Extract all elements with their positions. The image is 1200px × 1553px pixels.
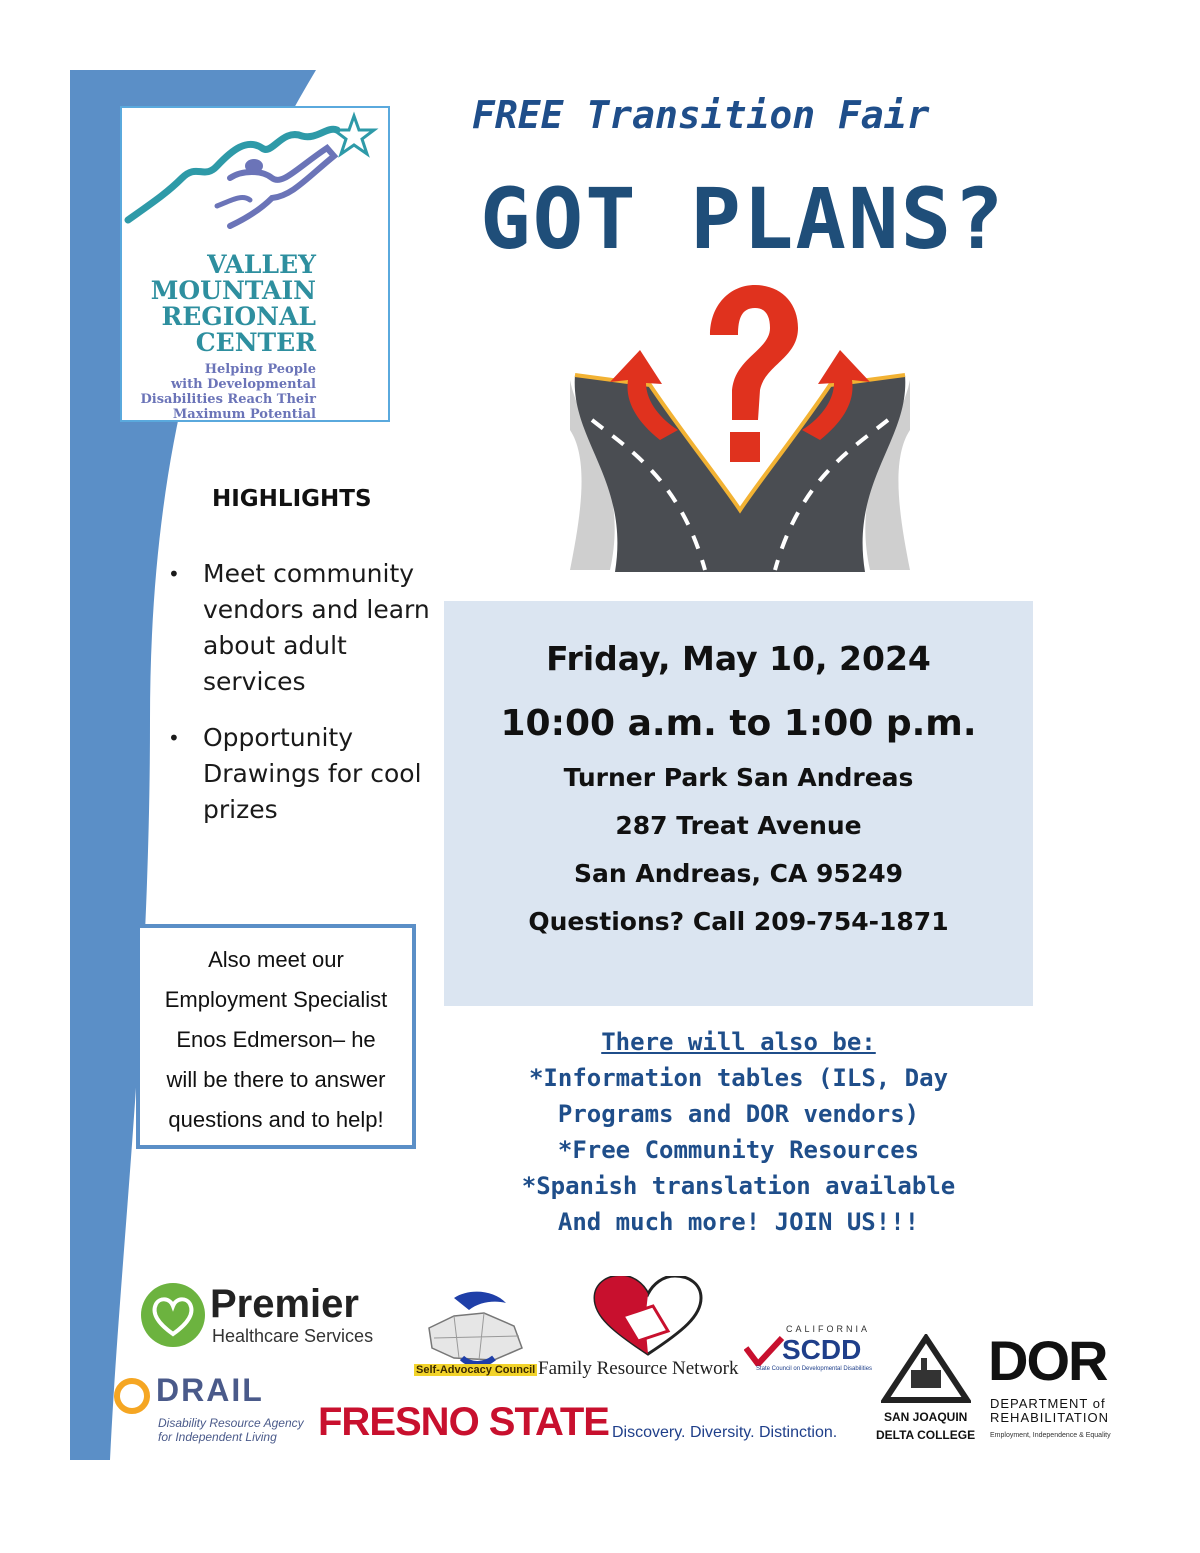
- extras-line: Programs and DOR vendors): [557, 1100, 920, 1128]
- mountain-figure-star-icon: [122, 108, 388, 248]
- box-line: Employment Specialist: [164, 987, 388, 1012]
- vmrc-name-line: CENTER: [195, 328, 316, 357]
- event-time: 10:00 a.m. to 1:00 p.m.: [500, 703, 977, 744]
- sun-icon: [112, 1376, 152, 1416]
- premier-logo: [140, 1282, 400, 1352]
- frn-label: Family Resource Network: [538, 1358, 739, 1379]
- sjdc-line2: DELTA COLLEGE: [876, 1428, 976, 1442]
- vmrc-tagline-line: Helping People: [204, 362, 316, 377]
- dor-tag: Employment, Independence & Equality: [990, 1432, 1111, 1439]
- premier-sub: Healthcare Services: [212, 1326, 374, 1346]
- vmrc-tagline-line: Maximum Potential: [172, 407, 316, 422]
- premier-name: Premier: [210, 1282, 359, 1326]
- vmrc-name-line: MOUNTAIN: [150, 276, 316, 305]
- box-line: Enos Edmerson– he: [176, 1027, 376, 1052]
- drail-sub2: for Independent Living: [158, 1430, 277, 1444]
- box-line: Also meet our: [208, 947, 344, 972]
- dor-line2: REHABILITATION: [990, 1410, 1109, 1425]
- vmrc-tagline: [86, 362, 316, 422]
- vmrc-name-line: VALLEY: [207, 250, 316, 279]
- dor-logo: [988, 1330, 1124, 1448]
- highlights-list: [160, 556, 440, 848]
- scdd-name: SCDD: [782, 1334, 862, 1365]
- vmrc-logo: [120, 106, 390, 422]
- scdd-logo: [744, 1296, 880, 1376]
- employment-specialist-box: [136, 924, 416, 1149]
- list-item: • Meet community vendors and learn about adult services: [160, 556, 440, 700]
- family-resource-network-logo: [538, 1276, 748, 1380]
- steamboat-triangle-icon: [881, 1334, 971, 1404]
- event-contact: Questions? Call 209-754-1871: [528, 907, 949, 936]
- extras-heading: There will also be:: [601, 1028, 876, 1056]
- vmrc-tagline-line: with Developmental: [170, 377, 316, 392]
- subtitle: FREE Transition Fair: [472, 93, 930, 137]
- dor-name: DOR: [988, 1329, 1107, 1392]
- drail-sub1: Disability Resource Agency: [158, 1416, 304, 1430]
- event-venue: Turner Park San Andreas: [563, 763, 914, 792]
- scdd-sub: State Council on Developmental Disabilities: [756, 1366, 873, 1372]
- event-details-box: [444, 601, 1033, 1006]
- list-item: • Opportunity Drawings for cool prizes: [160, 720, 440, 828]
- county-map-icon: [414, 1288, 530, 1368]
- extras-line: *Information tables (ILS, Day: [528, 1064, 949, 1092]
- box-line: will be there to answer: [166, 1067, 386, 1092]
- sjdc-line1: SAN JOAQUIN: [884, 1410, 968, 1424]
- road-question-mark-icon: [570, 280, 910, 575]
- extras-line: *Free Community Resources: [557, 1136, 920, 1164]
- extras-line: And much more! JOIN US!!!: [557, 1208, 920, 1236]
- vmrc-name-line: REGIONAL: [161, 302, 316, 331]
- dor-line1: DEPARTMENT of: [990, 1396, 1106, 1411]
- heart-icon: [140, 1282, 206, 1348]
- fresno-state-logo: [318, 1400, 858, 1452]
- scdd-top: CALIFORNIA: [786, 1324, 871, 1334]
- extras-line: *Spanish translation available: [521, 1172, 956, 1200]
- fresno-name: FRESNO STATE: [318, 1400, 609, 1444]
- box-line: questions and to help!: [168, 1107, 384, 1132]
- drail-name: DRAIL: [156, 1372, 264, 1408]
- self-advocacy-council-logo: [414, 1288, 536, 1380]
- vmrc-tagline-line: Disabilities Reach Their: [140, 392, 316, 407]
- heart-puzzle-icon: [593, 1276, 703, 1356]
- event-date: Friday, May 10, 2024: [546, 639, 931, 678]
- page-title: GOT PLANS?: [480, 170, 1006, 268]
- sjdc-logo: [876, 1334, 976, 1446]
- event-city: San Andreas, CA 95249: [573, 859, 904, 888]
- extras-section: [444, 1024, 1033, 1240]
- fresno-tag: Discovery. Diversity. Distinction.: [612, 1424, 838, 1441]
- drail-logo: [112, 1372, 312, 1448]
- checkmark-icon: [744, 1336, 784, 1366]
- highlights-heading: HIGHLIGHTS: [212, 486, 372, 512]
- sac-label: Self-Advocacy Council: [416, 1364, 536, 1376]
- event-street: 287 Treat Avenue: [615, 811, 862, 840]
